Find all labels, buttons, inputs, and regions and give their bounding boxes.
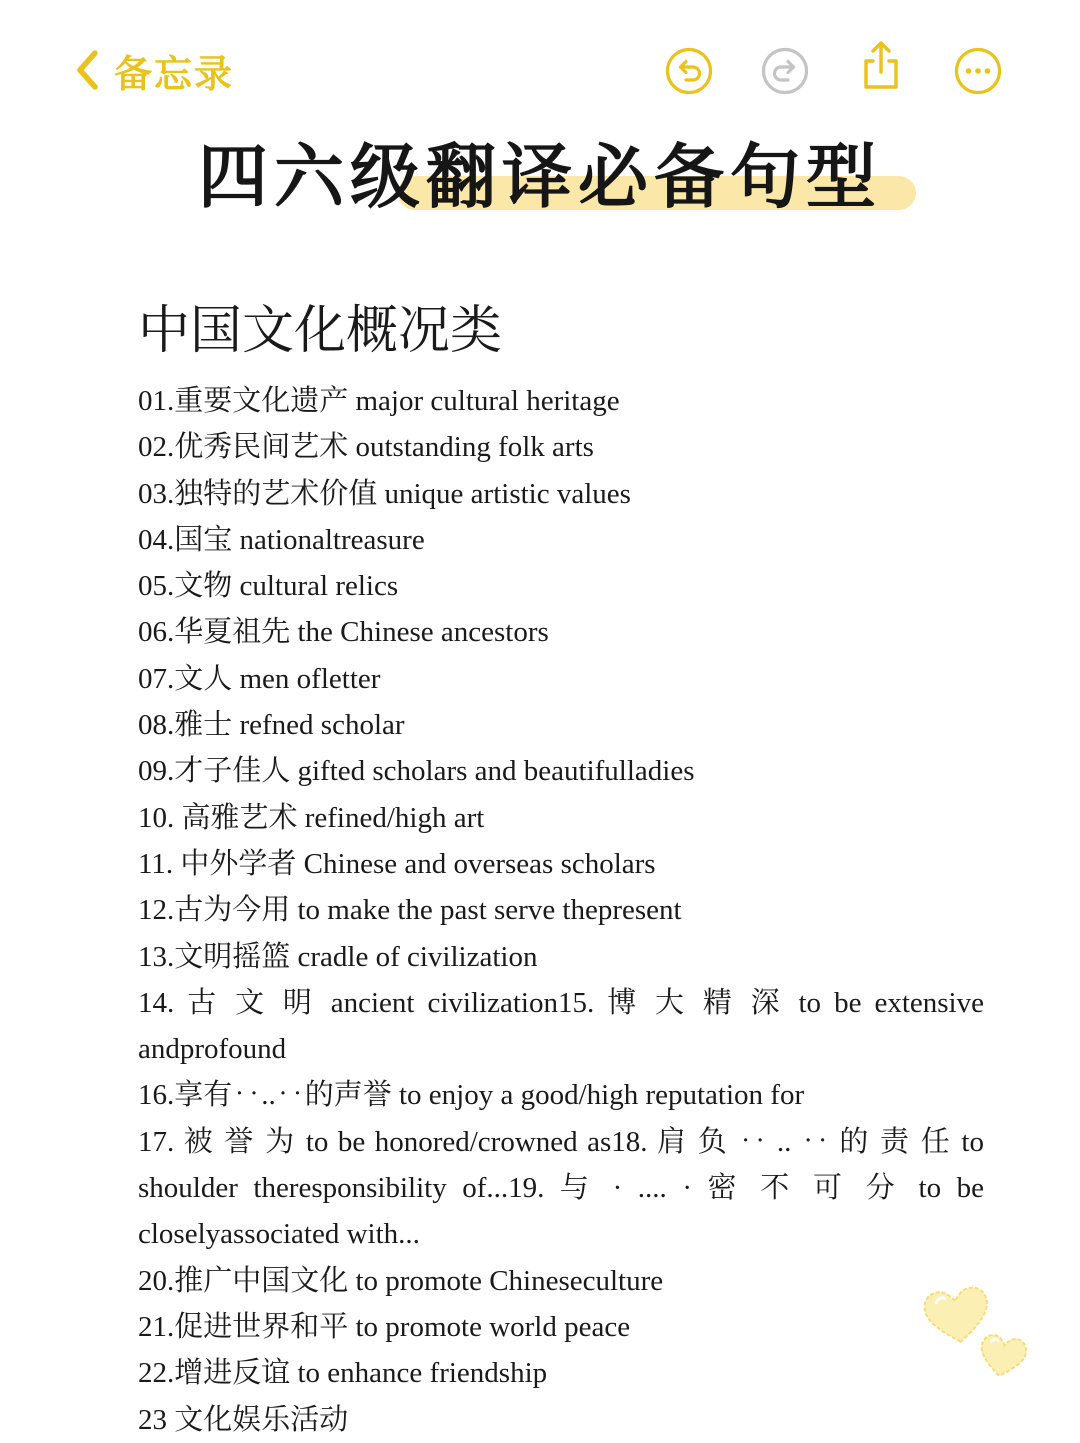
list-item: 20.推广中国文化 to promote Chineseculture xyxy=(138,1264,664,1297)
list-item: 12.古为今用 to make the past serve thepresent xyxy=(138,894,682,927)
share-icon xyxy=(856,40,906,90)
back-button[interactable] xyxy=(74,44,234,96)
list-item: 23 文化娱乐活动 xyxy=(138,1403,349,1436)
list-item: 14. 古 文 明 ancient civilization15. 博 大 精 深 to be extensive andprofound xyxy=(138,986,984,1066)
list-item: 03.独特的艺术价值 unique artistic values xyxy=(138,477,631,510)
section-heading: 中国文化概况类 xyxy=(138,301,503,361)
share-button[interactable] xyxy=(856,40,906,90)
note-title-area xyxy=(0,130,1080,230)
list-item: 05.文物 cultural relics xyxy=(138,570,399,603)
phrase-list xyxy=(138,378,984,1443)
hearts-decoration xyxy=(918,1280,1038,1390)
list-item: 09.才子佳人 gifted scholars and beautifulladies xyxy=(138,755,695,788)
redo-button[interactable] xyxy=(760,46,810,96)
note-title: 四六级翻译必备句型 xyxy=(198,136,882,218)
list-item: 06.华夏祖先 the Chinese ancestors xyxy=(138,616,549,649)
list-item: 21.促进世界和平 to promote world peace xyxy=(138,1310,631,1343)
list-item: 10. 高雅艺术 refined/high art xyxy=(138,801,485,834)
list-item: 04.国宝 nationaltreasure xyxy=(138,523,425,556)
navigation-bar xyxy=(0,0,1080,140)
list-item: 02.优秀民间艺术 outstanding folk arts xyxy=(138,431,594,464)
list-item: 08.雅士 refned scholar xyxy=(138,709,405,742)
list-item: 11. 中外学者 Chinese and overseas scholars xyxy=(138,847,656,880)
list-item: 17. 被 誉 为 to be honored/crowned as18. 肩 负 ‥ .. ‥ 的 责 任 to shoulder theresponsibility of...19. 与 · .... · 密 不 可 分 to be closelyassociated with... xyxy=(138,1125,984,1251)
chevron-left-icon xyxy=(74,49,100,91)
redo-icon xyxy=(760,46,810,96)
list-item: 16.享有‥..‥的声誉 to enjoy a good/high reputation for xyxy=(138,1079,805,1112)
back-label: 备忘录 xyxy=(114,51,235,96)
list-item: 13.文明摇篮 cradle of civilization xyxy=(138,940,538,973)
heart-icon xyxy=(918,1280,1038,1390)
more-icon xyxy=(953,46,1003,96)
list-item: 07.文人 men ofletter xyxy=(138,662,381,695)
list-item: 01.重要文化遗产 major cultural heritage xyxy=(138,385,620,417)
undo-button[interactable] xyxy=(664,46,714,96)
more-button[interactable] xyxy=(953,46,1003,96)
undo-icon xyxy=(664,46,714,96)
list-item: 22.增进反谊 to enhance friendship xyxy=(138,1357,548,1390)
